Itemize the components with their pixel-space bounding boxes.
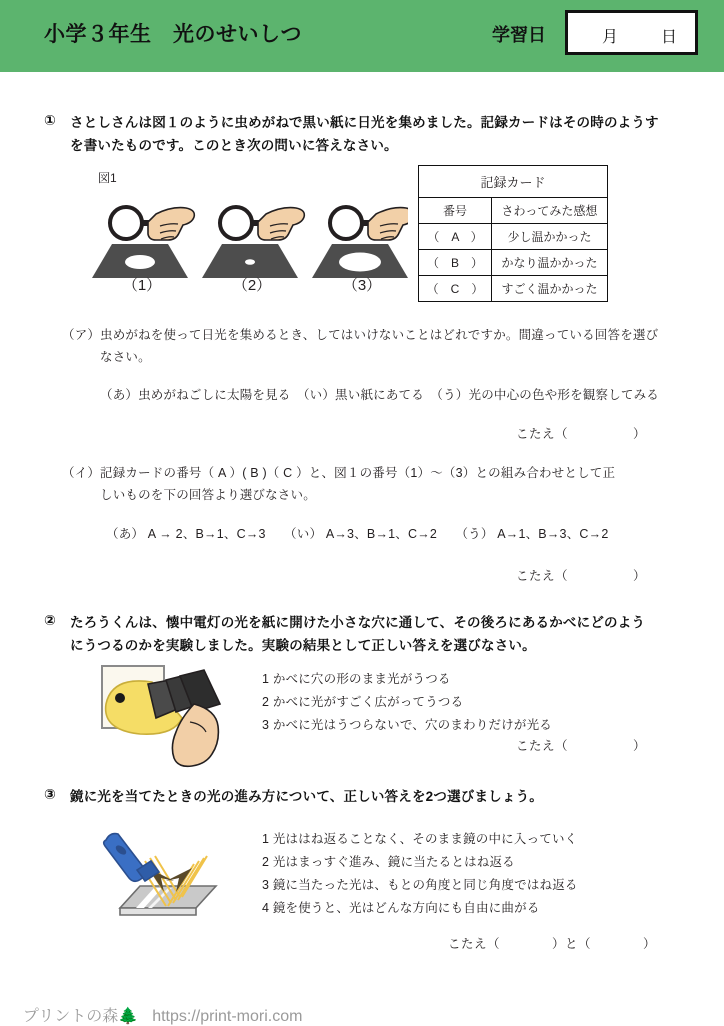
sub-question-a-marker: （ア） <box>62 328 101 342</box>
question-3-answer-field[interactable]: こたえ（ ）と（ ） <box>448 937 657 951</box>
sub-question-b-answer-field[interactable]: こたえ（ ） <box>516 569 647 583</box>
cell-impression-b: かなり温かかった <box>492 250 608 276</box>
column-header-impression: さわってみた感想 <box>492 198 608 224</box>
record-card-title: 記録カード <box>419 166 608 198</box>
cell-number-c: （ C ） <box>419 276 492 302</box>
cell-impression-c: すごく温かかった <box>492 276 608 302</box>
mirror-reflection-illustration <box>88 820 238 945</box>
figure-1-caption-1: （1） <box>122 277 162 294</box>
figure-1-label: 図1 <box>98 171 117 185</box>
question-2-options[interactable]: 1 かべに穴の形のまま光がうつる 2 かべに光がすごく広がってうつる 3 かべに光はうつらないで、穴のまわりだけが光る <box>262 672 552 732</box>
question-3-number: ③ <box>44 786 56 802</box>
magnifier-unit-3 <box>312 207 408 278</box>
magnifier-unit-2 <box>202 207 304 278</box>
footer-url: https://print-mori.com <box>152 1008 303 1025</box>
question-1-number: ① <box>44 112 56 128</box>
cell-impression-a: 少し温かかった <box>492 224 608 250</box>
study-date-box[interactable] <box>565 10 698 55</box>
question-3-text: 鏡に光を当てたときの光の進み方について、正しい答えを2つ選びましょう。 <box>70 789 543 804</box>
day-label: 日 <box>661 29 678 46</box>
question-2-number: ② <box>44 612 56 628</box>
month-label: 月 <box>602 29 619 46</box>
sub-question-a-text: 虫めがねを使って日光を集めるとき、してはいけないことはどれですか。間違っている回答を選び なさい。 <box>100 328 659 364</box>
figure-1-caption-3: （3） <box>342 277 382 294</box>
footer-watermark <box>14 985 302 1026</box>
footer-site-name: プリントの森 <box>22 1008 119 1025</box>
question-2-text: たろうくんは、懐中電灯の光を紙に開けた小さな穴に通して、その後ろにあるかべにどのよう にうつるのかを実験しました。実験の結果として正しい答えを選びなさい。 <box>70 615 646 653</box>
flashlight-through-hole-illustration <box>90 660 280 775</box>
table-row <box>419 250 608 276</box>
sub-question-b-choices: （あ） A → 2、B→1、C→3 （い） A→3、B→1、C→2 （う） A→1、B→3、C→2 <box>106 527 609 541</box>
column-header-number: 番号 <box>419 198 492 224</box>
cell-number-a: （ A ） <box>419 224 492 250</box>
sub-question-b-marker: （イ） <box>62 466 101 480</box>
question-3-options[interactable]: 1 光ははね返ることなく、そのまま鏡の中に入っていく 2 光はまっすぐ進み、鏡に当たるとはね返る 3 鏡に当たった光は、もとの角度と同じ角度ではね返る 4 鏡を使うと、光はどんな方向にも自由に曲がる <box>262 832 578 915</box>
table-row <box>419 276 608 302</box>
tree-icon: 🌲 <box>118 1008 139 1025</box>
table-row <box>419 224 608 250</box>
table-row-header <box>419 198 608 224</box>
question-2-answer-field[interactable]: こたえ（ ） <box>516 739 647 753</box>
table-row-title <box>419 166 608 198</box>
figure-1-caption-2: （2） <box>232 277 272 294</box>
sub-question-a-answer-field[interactable]: こたえ（ ） <box>516 427 647 441</box>
magnifier-unit-1 <box>92 207 194 278</box>
record-card-table <box>418 165 608 302</box>
sub-question-b-text: 記録カードの番号（ A ）( B )（ C ）と、図１の番号（1）〜（3）との組み合わせとして正 しいものを下の回答より選びなさい。 <box>100 466 616 502</box>
study-date-label: 学習日 <box>492 25 546 45</box>
page-title: 小学３年生 光のせいしつ <box>44 23 302 46</box>
cell-number-b: （ B ） <box>419 250 492 276</box>
question-1-text: さとしさんは図１のように虫めがねで黒い紙に日光を集めました。記録カードはその時のようす を書いたものです。このとき次の問いに答えなさい。 <box>70 115 659 153</box>
sub-question-a-choices: （あ）虫めがねごしに太陽を見る （い）黒い紙にあてる （う）光の中心の色や形を観察してみる <box>100 388 660 402</box>
